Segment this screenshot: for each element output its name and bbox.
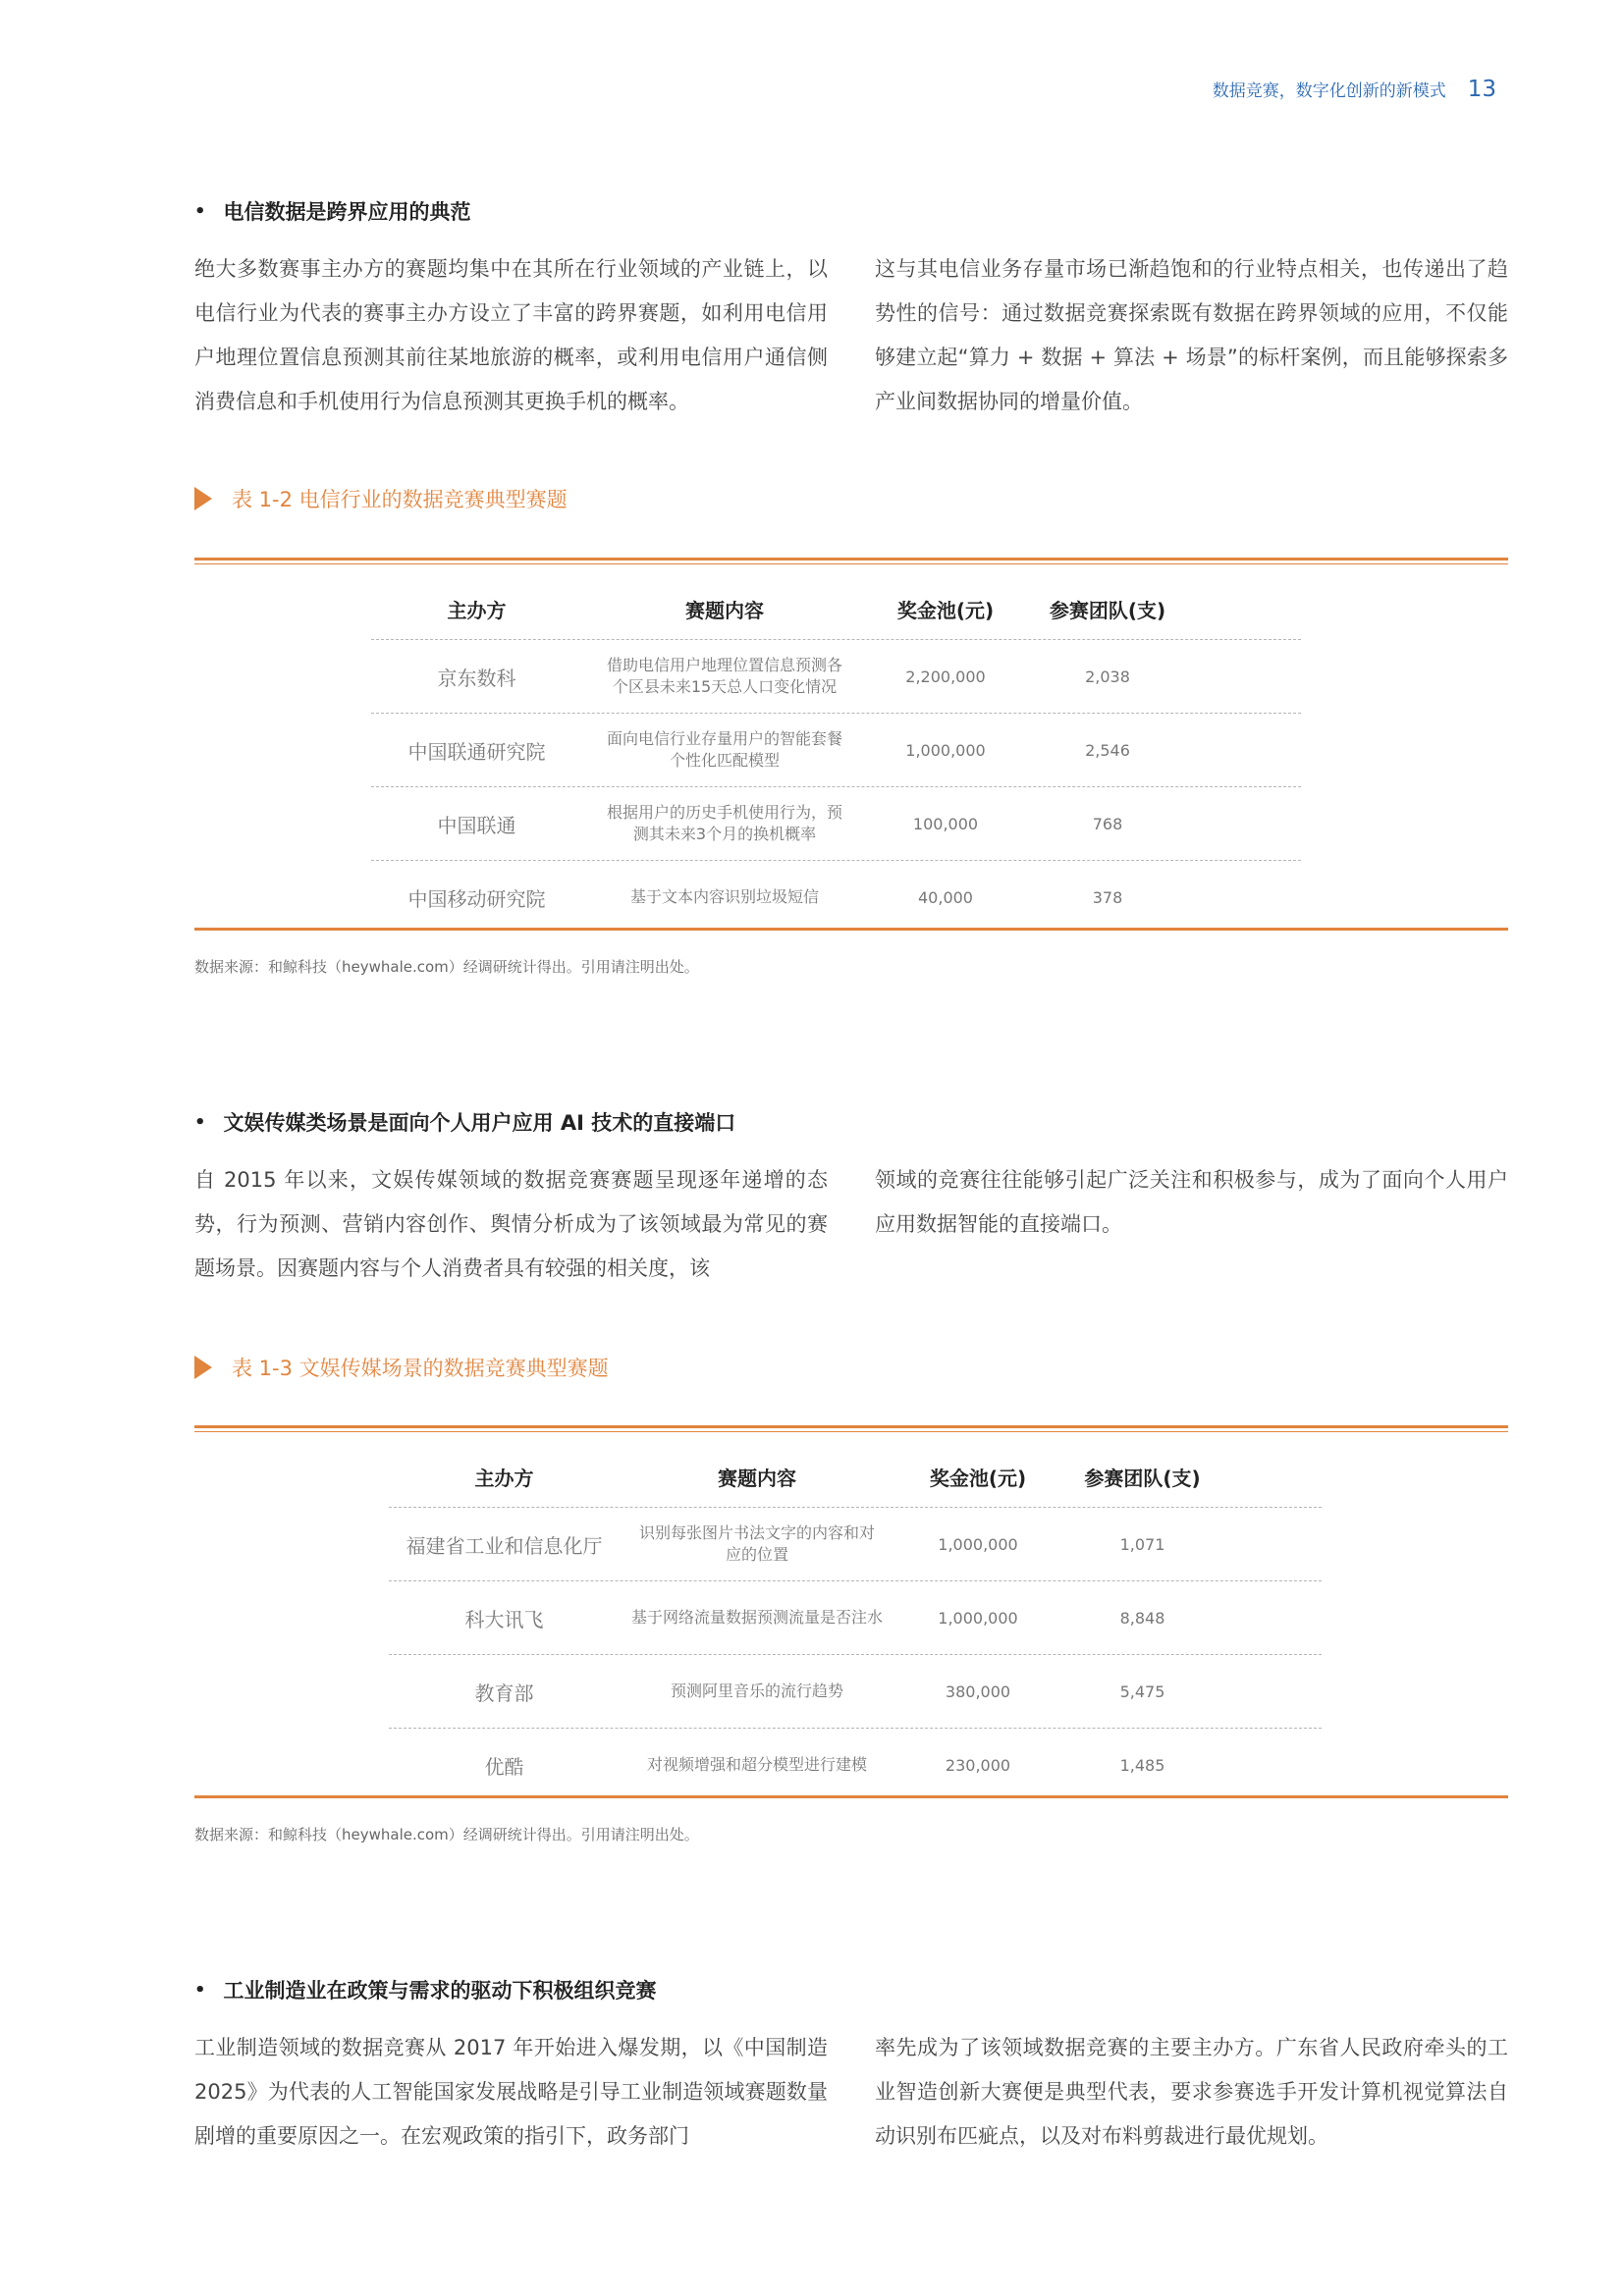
cell-prize: 230,000 bbox=[945, 1755, 1011, 1775]
cell-teams: 1,071 bbox=[1119, 1534, 1165, 1554]
data-table bbox=[194, 1425, 1508, 1801]
running-header bbox=[1213, 77, 1496, 102]
table-top-rule bbox=[194, 558, 1508, 561]
cell-organizer: 中国联通 bbox=[437, 813, 516, 837]
cell-topic: 根据用户的历史手机使用行为，预测其未来3个月的换机概率 bbox=[606, 803, 842, 843]
bullet-icon: • bbox=[194, 1979, 206, 2001]
header-organizer: 主办方 bbox=[447, 599, 507, 622]
section-telecom bbox=[194, 196, 1508, 424]
section-manufacturing bbox=[194, 1975, 1508, 2159]
cell-prize: 2,200,000 bbox=[905, 667, 986, 686]
bullet-icon: • bbox=[194, 1111, 206, 1133]
cell-topic: 预测阿里音乐的流行趋势 bbox=[670, 1682, 843, 1700]
cell-prize: 1,000,000 bbox=[938, 1534, 1018, 1554]
paragraph-right: 率先成为了该领域数据竞赛的主要主办方。广东省人民政府牵头的工业智造创新大赛便是典型代表，要求参赛选手开发计算机视觉算法自动识别布匹疵点，以及对布料剪裁进行最优规划。 bbox=[875, 2036, 1508, 2148]
table-top-rule bbox=[194, 1425, 1508, 1428]
table-caption bbox=[194, 484, 568, 513]
table-caption-text: 表 1-2 电信行业的数据竞赛典型赛题 bbox=[232, 488, 568, 511]
cell-organizer: 教育部 bbox=[474, 1681, 534, 1705]
cell-topic: 借助电信用户地理位置信息预测各个区县未来15天总人口变化情况 bbox=[606, 656, 842, 696]
cell-teams: 1,485 bbox=[1119, 1755, 1165, 1775]
cell-organizer: 福建省工业和信息化厅 bbox=[406, 1533, 603, 1558]
header-teams: 参赛团队(支) bbox=[1049, 599, 1166, 622]
cell-topic: 基于网络流量数据预测流量是否注水 bbox=[630, 1608, 883, 1627]
cell-prize: 1,000,000 bbox=[938, 1608, 1018, 1628]
paragraph-left: 自 2015 年以来，文娱传媒领域的数据竞赛赛题呈现逐年递增的态势，行为预测、营销内容创作、舆情分析成为了该领域最为常见的赛题场景。因赛题内容与个人消费者具有较强的相关度，该 bbox=[194, 1168, 828, 1280]
section-heading bbox=[194, 1975, 1508, 2004]
table-header-row bbox=[389, 1463, 1223, 1491]
cell-teams: 8,848 bbox=[1119, 1608, 1165, 1628]
cell-teams: 5,475 bbox=[1119, 1682, 1165, 1701]
section-heading-text: 电信数据是跨界应用的典范 bbox=[223, 200, 471, 224]
table-source-note: 数据来源：和鲸科技（heywhale.com）经调研统计得出。引用请注明出处。 bbox=[194, 958, 699, 976]
bullet-icon: • bbox=[194, 200, 206, 222]
table-bottom-rule bbox=[194, 1795, 1508, 1798]
table-caption bbox=[194, 1353, 609, 1382]
header-topic: 赛题内容 bbox=[685, 599, 764, 622]
cell-topic: 面向电信行业存量用户的智能套餐个性化匹配模型 bbox=[606, 729, 842, 770]
table-row bbox=[371, 640, 1191, 713]
cell-prize: 1,000,000 bbox=[905, 740, 986, 760]
table-row bbox=[371, 714, 1191, 786]
section-heading-text: 文娱传媒类场景是面向个人用户应用 AI 技术的直接端口 bbox=[223, 1111, 736, 1135]
table-bottom-rule bbox=[194, 928, 1508, 931]
cell-teams: 2,038 bbox=[1085, 667, 1130, 686]
header-prize: 奖金池(元) bbox=[929, 1467, 1027, 1490]
data-table bbox=[194, 558, 1508, 934]
header-teams: 参赛团队(支) bbox=[1084, 1467, 1201, 1490]
cell-organizer: 优酷 bbox=[484, 1754, 524, 1779]
header-organizer: 主办方 bbox=[474, 1467, 534, 1490]
cell-organizer: 中国移动研究院 bbox=[407, 886, 546, 911]
section-heading bbox=[194, 196, 1508, 226]
section-heading bbox=[194, 1107, 1508, 1137]
cell-organizer: 中国联通研究院 bbox=[407, 739, 546, 764]
cell-teams: 378 bbox=[1092, 887, 1123, 907]
table-row bbox=[389, 1581, 1223, 1654]
table-source-note: 数据来源：和鲸科技（heywhale.com）经调研统计得出。引用请注明出处。 bbox=[194, 1826, 699, 1843]
table-caption-text: 表 1-3 文娱传媒场景的数据竞赛典型赛题 bbox=[232, 1357, 609, 1380]
header-title: 数据竞赛，数字化创新的新模式 bbox=[1212, 81, 1446, 101]
triangle-marker-icon bbox=[194, 487, 212, 510]
cell-organizer: 科大讯飞 bbox=[464, 1607, 544, 1631]
paragraph-right: 领域的竞赛往往能够引起广泛关注和积极参与，成为了面向个人用户应用数据智能的直接端口。 bbox=[875, 1168, 1508, 1236]
table-row bbox=[389, 1655, 1223, 1728]
cell-prize: 100,000 bbox=[912, 814, 979, 833]
header-topic: 赛题内容 bbox=[718, 1467, 796, 1490]
cell-prize: 40,000 bbox=[918, 887, 973, 907]
triangle-marker-icon bbox=[194, 1356, 212, 1379]
cell-prize: 380,000 bbox=[945, 1682, 1011, 1701]
cell-topic: 基于文本内容识别垃圾短信 bbox=[629, 887, 819, 906]
section-media bbox=[194, 1107, 1508, 1291]
paragraph-left: 工业制造领域的数据竞赛从 2017 年开始进入爆发期，以《中国制造 2025》为代表的人工智能国家发展战略是引导工业制造领域赛题数量剧增的重要原因之一。在宏观政策的指引下，政务部门 bbox=[194, 2036, 828, 2148]
table-top-rule-thin bbox=[194, 563, 1508, 564]
cell-topic: 识别每张图片书法文字的内容和对应的位置 bbox=[639, 1523, 876, 1564]
cell-organizer: 京东数科 bbox=[437, 666, 516, 690]
page-number: 13 bbox=[1467, 77, 1496, 102]
table-row bbox=[371, 861, 1191, 934]
cell-topic: 对视频增强和超分模型进行建模 bbox=[646, 1755, 867, 1774]
paragraph-left: 绝大多数赛事主办方的赛题均集中在其所在行业领域的产业链上，以电信行业为代表的赛事主办方设立了丰富的跨界赛题，如利用电信用户地理位置信息预测其前往某地旅游的概率，或利用电信用户通信侧消费信息和手机使用行为信息预测其更换手机的概率。 bbox=[194, 257, 828, 413]
cell-teams: 768 bbox=[1092, 814, 1123, 833]
table-row bbox=[389, 1508, 1223, 1580]
section-heading-text: 工业制造业在政策与需求的驱动下积极组织竞赛 bbox=[223, 1979, 657, 2002]
table-top-rule-thin bbox=[194, 1431, 1508, 1432]
table-row bbox=[389, 1729, 1223, 1801]
paragraph-right: 这与其电信业务存量市场已渐趋饱和的行业特点相关，也传递出了趋势性的信号：通过数据竞赛探索既有数据在跨界领域的应用，不仅能够建立起“算力 + 数据 + 算法 + 场景”的标杆案例，而且能够探索多产业间数据协同的增量价值。 bbox=[875, 257, 1508, 413]
table-row bbox=[371, 787, 1191, 860]
header-prize: 奖金池(元) bbox=[896, 599, 995, 622]
table-header-row bbox=[371, 595, 1191, 623]
cell-teams: 2,546 bbox=[1085, 740, 1130, 760]
